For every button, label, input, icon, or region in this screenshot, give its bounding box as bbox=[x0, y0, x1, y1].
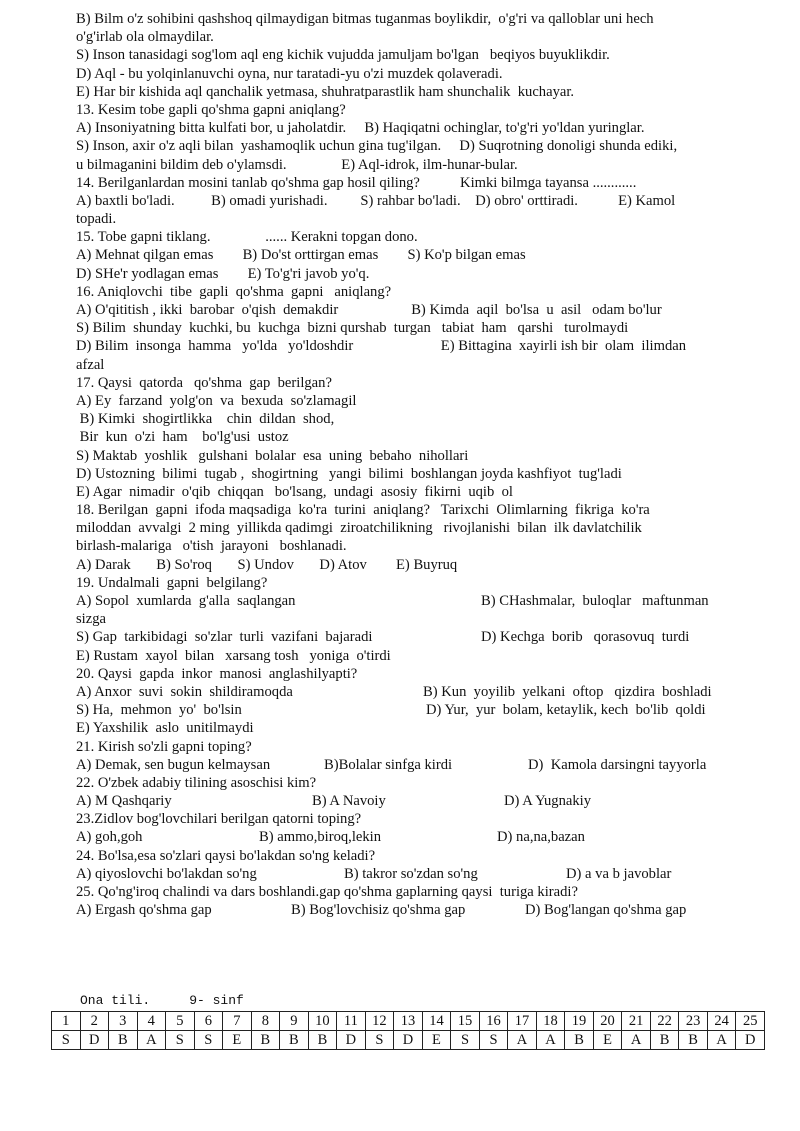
answer-key-number: 22 bbox=[650, 1012, 679, 1031]
answer-key-answer: D bbox=[337, 1031, 366, 1050]
text-line: D) Aql - bu yolqinlanuvchi oyna, nur taratadi-yu o'zi muzdek qolaveradi. bbox=[76, 65, 503, 82]
answer-key-number: 12 bbox=[365, 1012, 394, 1031]
answer-key-number: 11 bbox=[337, 1012, 366, 1031]
question-line: 23.Zidlov bog'lovchilari berilgan qatorni toping? bbox=[76, 811, 362, 828]
text-line: A) Darak B) So'roq S) Undov D) Atov E) Buyruq bbox=[76, 556, 458, 573]
answer-key-number: 19 bbox=[565, 1012, 594, 1031]
text-line: 18. Berilgan gapni ifoda maqsadiga ko'ra turini aniqlang? Tarixchi Olimlarning fikriga ko'ra bbox=[76, 502, 650, 519]
answer-key-answer: B bbox=[565, 1031, 594, 1050]
option-item: A) Ergash qo'shma gap bbox=[76, 902, 212, 919]
answer-key-answer: D bbox=[394, 1031, 423, 1050]
answer-key-answer: A bbox=[508, 1031, 537, 1050]
answer-key-number: 1 bbox=[52, 1012, 81, 1031]
text-line: 15. Tobe gapni tiklang. ...... Kerakni topgan dono. bbox=[76, 229, 418, 246]
option-item: B) takror so'zdan so'ng bbox=[344, 865, 478, 882]
option-item: D) A Yugnakiy bbox=[504, 793, 592, 810]
option-item: B) ammo,biroq,lekin bbox=[259, 829, 382, 846]
text-line: topadi. bbox=[76, 211, 117, 228]
option-item: D) a va b javoblar bbox=[566, 865, 672, 882]
text-line: S) Inson tanasidagi sog'lom aql eng kichik vujudda jamuljam bo'lgan beqiyos buyuklikdir. bbox=[76, 47, 610, 64]
option-item: B)Bolalar sinfga kirdi bbox=[324, 756, 453, 773]
answer-key-number: 14 bbox=[422, 1012, 451, 1031]
answer-key-answer: E bbox=[422, 1031, 451, 1050]
answer-key-number: 4 bbox=[137, 1012, 166, 1031]
text-line: 17. Qaysi qatorda qo'shma gap berilgan? bbox=[76, 374, 332, 391]
text-line: A) Ey farzand yolg'on va bexuda so'zlamagil bbox=[76, 392, 357, 409]
question-line: 22. O'zbek adabiy tilining asoschisi kim? bbox=[76, 774, 317, 791]
answer-key-number: 24 bbox=[707, 1012, 736, 1031]
text-line: S) Inson, axir o'z aqli bilan yashamoqlik uchun gina tug'ilgan. D) Suqrotning donoligi shunda ediki, bbox=[76, 138, 678, 155]
answer-key-answer: B bbox=[308, 1031, 337, 1050]
text-line: u bilmaganini bildim deb o'ylamsdi. E) Aql-idrok, ilm-hunar-bular. bbox=[76, 156, 518, 173]
answer-key-answer: S bbox=[365, 1031, 394, 1050]
text-line: A) baxtli bo'ladi. B) omadi yurishadi. S) rahbar bo'ladi. D) obro' orttiradi. E) Kamol bbox=[76, 192, 676, 209]
options-line bbox=[76, 756, 746, 774]
text-line bbox=[76, 701, 746, 719]
text-line: D) Bilim insonga hamma yo'lda yo'ldoshdir E) Bittagina xayirli ish bir olam ilimdan bbox=[76, 338, 687, 355]
text-line: B) Bilm o'z sohibini qashshoq qilmaydigan bitmas tuganmas boylikdir, o'g'ri va qalloblar uni hech bbox=[76, 11, 654, 27]
text-line: miloddan avvalgi 2 ming yillikda qadimgi ziroatchilikning rivojlanishi bilan ilk davlatchilik bbox=[76, 520, 642, 537]
text-line bbox=[76, 665, 746, 683]
option-left: S) Gap tarkibidagi so'zlar turli vazifani bajaradi bbox=[76, 629, 373, 646]
answer-key-answer: E bbox=[223, 1031, 252, 1050]
option-left: A) Anxor suvi sokin shildiramoqda bbox=[76, 683, 293, 700]
text-line bbox=[76, 719, 746, 737]
option-left: 20. Qaysi gapda inkor manosi anglashilyapti? bbox=[76, 665, 358, 682]
text-line: E) Agar nimadir o'qib chiqqan bo'lsang, undagi asosiy fikirni uqib ol bbox=[76, 483, 513, 500]
option-item: A) Demak, sen bugun kelmaysan bbox=[76, 756, 271, 773]
text-line bbox=[76, 647, 746, 665]
answer-key-number: 13 bbox=[394, 1012, 423, 1031]
option-item: B) A Navoiy bbox=[312, 793, 386, 810]
option-item: A) M Qashqariy bbox=[76, 793, 172, 810]
answer-key-answer: B bbox=[280, 1031, 309, 1050]
text-line bbox=[76, 738, 746, 756]
option-item: B) Bog'lovchisiz qo'shma gap bbox=[291, 902, 466, 919]
answer-key-answer: E bbox=[593, 1031, 622, 1050]
answer-key-answer: A bbox=[622, 1031, 651, 1050]
answer-key-answer: D bbox=[736, 1031, 765, 1050]
option-item: D) Kamola darsingni tayyorla bbox=[528, 756, 707, 773]
answer-key-number: 8 bbox=[251, 1012, 280, 1031]
answer-key-answer: B bbox=[679, 1031, 708, 1050]
text-line: 16. Aniqlovchi tibe gapli qo'shma gapni aniqlang? bbox=[76, 283, 392, 300]
answer-key-number: 25 bbox=[736, 1012, 765, 1031]
answer-key-answer: S bbox=[451, 1031, 480, 1050]
text-line: 13. Kesim tobe gapli qo'shma gapni aniqlang? bbox=[76, 101, 346, 118]
question-line: 25. Qo'ng'iroq chalindi va dars boshlandi.gap qo'shma gaplarning qaysi turiga kiradi? bbox=[76, 884, 578, 900]
text-line: S) Bilim shunday kuchki, bu kuchga bizni qurshab turgan tabiat ham qarshi turolmaydi bbox=[76, 320, 629, 337]
answer-key-answer: B bbox=[109, 1031, 138, 1050]
answer-key-number: 15 bbox=[451, 1012, 480, 1031]
option-right: B) Kun yoyilib yelkani oftop qizdira boshladi bbox=[423, 683, 712, 700]
text-line bbox=[76, 683, 746, 701]
options-line bbox=[76, 901, 746, 919]
option-right: D) Yur, yur bolam, ketaylik, kech bo'lib qoldi bbox=[426, 702, 706, 719]
text-line: A) Mehnat qilgan emas B) Do'st orttirgan emas S) Ko'p bilgan emas bbox=[76, 247, 526, 264]
option-item: A) qiyoslovchi bo'lakdan so'ng bbox=[76, 865, 257, 882]
text-line: birlash-malariga o'tish jarayoni boshlanadi. bbox=[76, 538, 347, 555]
option-right: B) CHashmalar, buloqlar maftunman bbox=[481, 593, 709, 609]
answer-key-answer: A bbox=[536, 1031, 565, 1050]
option-left: E) Rustam xayol bilan xarsang tosh yoniga o'tirdi bbox=[76, 647, 391, 664]
answer-key-number: 6 bbox=[194, 1012, 223, 1031]
text-line: S) Maktab yoshlik gulshani bolalar esa uning bebaho nihollari bbox=[76, 447, 469, 464]
text-line: D) Ustozning bilimi tugab , shogirtning yangi bilimi boshlangan joyda kashfiyot tug'ladi bbox=[76, 465, 622, 482]
answer-key-number: 10 bbox=[308, 1012, 337, 1031]
text-line bbox=[76, 610, 746, 628]
answer-key-number-row bbox=[52, 1012, 765, 1031]
text-line: afzal bbox=[76, 356, 105, 373]
answer-key-number: 9 bbox=[280, 1012, 309, 1031]
answer-key-answer: D bbox=[80, 1031, 109, 1050]
options-line bbox=[76, 865, 746, 883]
answer-key-answer: A bbox=[707, 1031, 736, 1050]
option-left: A) Sopol xumlarda g'alla saqlangan bbox=[76, 593, 296, 609]
answer-key-answer: A bbox=[137, 1031, 166, 1050]
options-line bbox=[76, 828, 746, 846]
answer-key-number: 3 bbox=[109, 1012, 138, 1031]
answer-key-number: 5 bbox=[166, 1012, 195, 1031]
answer-key-number: 7 bbox=[223, 1012, 252, 1031]
answer-key-number: 21 bbox=[622, 1012, 651, 1031]
option-item: A) goh,goh bbox=[76, 829, 143, 846]
text-line: B) Kimki shogirtlikka chin dildan shod, bbox=[76, 411, 335, 428]
question-text-block bbox=[76, 10, 746, 919]
option-right: D) Kechga borib qorasovuq turdi bbox=[481, 629, 690, 646]
answer-key-title: Ona tili. 9- sinf bbox=[80, 993, 244, 1008]
text-line bbox=[76, 592, 746, 610]
answer-key-number: 18 bbox=[536, 1012, 565, 1031]
text-line: o'g'irlab ola olmaydilar. bbox=[76, 29, 214, 46]
answer-key-table bbox=[51, 1011, 765, 1050]
option-item: D) na,na,bazan bbox=[497, 829, 585, 846]
answer-key-answer: S bbox=[52, 1031, 81, 1050]
text-line: E) Har bir kishida aql qanchalik yetmasa, shuhratparastlik ham shunchalik kuchayar. bbox=[76, 83, 575, 100]
option-left: sizga bbox=[76, 611, 106, 628]
answer-key-answer-row bbox=[52, 1031, 765, 1050]
answer-key-answer: S bbox=[166, 1031, 195, 1050]
answer-key-answer: B bbox=[251, 1031, 280, 1050]
text-line: 19. Undalmali gapni belgilang? bbox=[76, 574, 268, 591]
text-line: A) Insoniyatning bitta kulfati bor, u jaholatdir. B) Haqiqatni ochinglar, to'g'ri yo'ldan yuringlar. bbox=[76, 120, 645, 137]
answer-key-number: 16 bbox=[479, 1012, 508, 1031]
answer-key-number: 23 bbox=[679, 1012, 708, 1031]
option-left: E) Yaxshilik aslo unitilmaydi bbox=[76, 720, 254, 737]
answer-key-number: 17 bbox=[508, 1012, 537, 1031]
answer-key-answer: B bbox=[650, 1031, 679, 1050]
text-line: 14. Berilganlardan mosini tanlab qo'shma gap hosil qiling? Kimki bilmga tayansa ............ bbox=[76, 174, 637, 191]
question-line: 24. Bo'lsa,esa so'zlari qaysi bo'lakdan so'ng keladi? bbox=[76, 847, 376, 864]
text-line bbox=[76, 628, 746, 646]
text-line: Bir kun o'zi ham bo'lg'usi ustoz bbox=[76, 429, 289, 446]
answer-key-answer: S bbox=[479, 1031, 508, 1050]
option-left: 21. Kirish so'zli gapni toping? bbox=[76, 738, 252, 755]
option-item: D) Bog'langan qo'shma gap bbox=[525, 902, 687, 919]
option-left: S) Ha, mehmon yo' bo'lsin bbox=[76, 702, 242, 719]
answer-key-number: 2 bbox=[80, 1012, 109, 1031]
options-line bbox=[76, 792, 746, 810]
answer-key-number: 20 bbox=[593, 1012, 622, 1031]
text-line: A) O'qititish , ikki barobar o'qish demakdir B) Kimda aqil bo'lsa u asil odam bo'lur bbox=[76, 302, 662, 318]
answer-key-answer: S bbox=[194, 1031, 223, 1050]
text-line: D) SHe'r yodlagan emas E) To'g'ri javob yo'q. bbox=[76, 265, 370, 282]
